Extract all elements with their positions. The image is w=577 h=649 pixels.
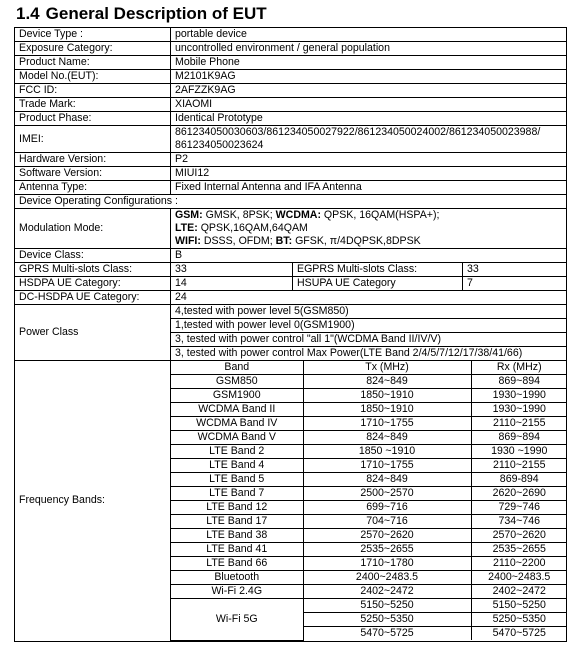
row-value: Fixed Internal Antenna and IFA Antenna	[171, 181, 567, 195]
table-row	[15, 98, 567, 112]
gsm-value: GMSK, 8PSK;	[202, 209, 273, 221]
section-number: 1.4	[16, 4, 40, 23]
row-label: DC-HSDPA UE Category:	[15, 291, 171, 305]
rx-range: 2110~2155	[471, 459, 567, 473]
frequency-row	[171, 459, 567, 473]
frequency-row	[171, 375, 567, 389]
tx-range: 5250~5350	[303, 613, 471, 627]
bt-key: BT:	[272, 235, 293, 247]
modulation-line-3	[175, 235, 562, 248]
table-row	[15, 112, 567, 126]
rx-range: 5150~5250	[471, 599, 567, 613]
band-name: LTE Band 2	[171, 445, 303, 459]
table-row	[15, 126, 567, 153]
row-value: 33	[171, 263, 293, 277]
wcdma-key: WCDMA:	[272, 209, 321, 221]
tx-range: 2570~2620	[303, 529, 471, 543]
tx-range: 2500~2570	[303, 487, 471, 501]
wifi-key: WIFI:	[175, 235, 201, 247]
rx-range: 869~894	[471, 375, 567, 389]
table-row	[15, 361, 567, 642]
rx-range: 5250~5350	[471, 613, 567, 627]
table-row	[15, 56, 567, 70]
row-label: Hardware Version:	[15, 153, 171, 167]
tx-range: 824~849	[303, 431, 471, 445]
frequency-bands-table	[171, 361, 567, 641]
frequency-row	[171, 515, 567, 529]
rx-range: 869~894	[471, 431, 567, 445]
row-value: 24	[171, 291, 567, 305]
frequency-row	[171, 431, 567, 445]
frequency-header-row	[171, 361, 567, 375]
frequency-row	[171, 389, 567, 403]
rx-header: Rx (MHz)	[471, 361, 567, 375]
table-row	[15, 291, 567, 305]
row-label: Device Type :	[15, 28, 171, 42]
rx-range: 2402~2472	[471, 585, 567, 599]
tx-range: 1710~1755	[303, 459, 471, 473]
power-class-line: 1,tested with power level 0(GSM1900)	[171, 319, 567, 333]
wcdma-value: QPSK, 16QAM(HSPA+);	[320, 209, 440, 221]
tx-range: 2400~2483.5	[303, 571, 471, 585]
tx-header: Tx (MHz)	[303, 361, 471, 375]
frequency-row	[171, 445, 567, 459]
row-value: 33	[463, 263, 567, 277]
band-name: LTE Band 38	[171, 529, 303, 543]
section-heading	[16, 4, 267, 24]
table-row	[15, 167, 567, 181]
row-value: uncontrolled environment / general population	[171, 42, 567, 56]
frequency-row	[171, 543, 567, 557]
rx-range: 2570~2620	[471, 529, 567, 543]
row-value: 2AFZZK9AG	[171, 84, 567, 98]
band-name: LTE Band 17	[171, 515, 303, 529]
table-row	[15, 28, 567, 42]
frequency-row	[171, 403, 567, 417]
row-label: HSUPA UE Category	[293, 277, 463, 291]
power-class-line: 3, tested with power control "all 1"(WCDMA Band II/IV/V)	[171, 333, 567, 347]
modulation-line-1	[175, 209, 562, 222]
row-value: B	[171, 249, 567, 263]
frequency-row	[171, 571, 567, 585]
row-value: Mobile Phone	[171, 56, 567, 70]
frequency-bands-body	[171, 361, 567, 640]
band-name: WCDMA Band V	[171, 431, 303, 445]
tx-range: 1850 ~1910	[303, 445, 471, 459]
section-title: General Description of EUT	[45, 4, 267, 23]
tx-range: 2402~2472	[303, 585, 471, 599]
tx-range: 824~849	[303, 375, 471, 389]
row-value: Identical Prototype	[171, 112, 567, 126]
imei-value: 861234050030603/861234050027922/861234050024002/861234050023988/ 861234050023624	[171, 126, 567, 153]
rx-range: 1930 ~1990	[471, 445, 567, 459]
row-value: portable device	[171, 28, 567, 42]
band-name: LTE Band 12	[171, 501, 303, 515]
row-label: Software Version:	[15, 167, 171, 181]
band-name: WCDMA Band IV	[171, 417, 303, 431]
operating-configurations-heading: Device Operating Configurations :	[15, 195, 567, 209]
row-label: Model No.(EUT):	[15, 70, 171, 84]
frequency-row	[171, 487, 567, 501]
row-value: 14	[171, 277, 293, 291]
frequency-row	[171, 417, 567, 431]
row-label: EGPRS Multi-slots Class:	[293, 263, 463, 277]
rx-range: 869-894	[471, 473, 567, 487]
table-row	[15, 277, 567, 291]
band-name: LTE Band 4	[171, 459, 303, 473]
band-name: LTE Band 7	[171, 487, 303, 501]
table-row	[15, 305, 567, 319]
frequency-row	[171, 529, 567, 543]
frequency-row	[171, 599, 567, 613]
row-label: FCC ID:	[15, 84, 171, 98]
tx-range: 2535~2655	[303, 543, 471, 557]
row-label: HSDPA UE Category:	[15, 277, 171, 291]
rx-range: 5470~5725	[471, 627, 567, 641]
row-label: Trade Mark:	[15, 98, 171, 112]
lte-value: QPSK,16QAM,64QAM	[197, 222, 308, 234]
row-label: GPRS Multi-slots Class:	[15, 263, 171, 277]
table-row	[15, 181, 567, 195]
rx-range: 734~746	[471, 515, 567, 529]
band-name: WCDMA Band II	[171, 403, 303, 417]
row-label: IMEI:	[15, 126, 171, 153]
tx-range: 5150~5250	[303, 599, 471, 613]
frequency-row	[171, 585, 567, 599]
table-row	[15, 42, 567, 56]
band-header: Band	[171, 361, 303, 375]
bt-value: GFSK, π/4DQPSK,8DPSK	[292, 235, 421, 247]
power-class-label: Power Class	[15, 305, 171, 361]
row-label: Product Phase:	[15, 112, 171, 126]
row-value: 7	[463, 277, 567, 291]
rx-range: 1930~1990	[471, 403, 567, 417]
modulation-line-2	[175, 222, 562, 235]
frequency-bands-cell	[171, 361, 567, 642]
table-row	[15, 84, 567, 98]
band-name: GSM1900	[171, 389, 303, 403]
row-label: Modulation Mode:	[15, 209, 171, 249]
frequency-row	[171, 557, 567, 571]
row-label: Product Name:	[15, 56, 171, 70]
row-label: Device Class:	[15, 249, 171, 263]
power-class-line: 3, tested with power control Max Power(LTE Band 2/4/5/7/12/17/38/41/66)	[171, 347, 567, 361]
band-name: Wi-Fi 2.4G	[171, 585, 303, 599]
band-name: LTE Band 5	[171, 473, 303, 487]
tx-range: 824~849	[303, 473, 471, 487]
tx-range: 1710~1780	[303, 557, 471, 571]
table-row	[15, 153, 567, 167]
rx-range: 729~746	[471, 501, 567, 515]
rx-range: 2620~2690	[471, 487, 567, 501]
rx-range: 2535~2655	[471, 543, 567, 557]
band-name: LTE Band 66	[171, 557, 303, 571]
tx-range: 699~716	[303, 501, 471, 515]
band-name: Wi-Fi 5G	[171, 599, 303, 641]
table-row	[15, 70, 567, 84]
band-name: Bluetooth	[171, 571, 303, 585]
tx-range: 1850~1910	[303, 389, 471, 403]
table-row	[15, 263, 567, 277]
row-value: P2	[171, 153, 567, 167]
wifi-value: DSSS, OFDM;	[200, 235, 273, 247]
band-name: LTE Band 41	[171, 543, 303, 557]
rx-range: 2110~2155	[471, 417, 567, 431]
row-value: M2101K9AG	[171, 70, 567, 84]
rx-range: 2400~2483.5	[471, 571, 567, 585]
band-name: GSM850	[171, 375, 303, 389]
row-value: XIAOMI	[171, 98, 567, 112]
lte-key: LTE:	[175, 222, 198, 234]
power-class-line: 4,tested with power level 5(GSM850)	[171, 305, 567, 319]
table-row	[15, 209, 567, 249]
table-row	[15, 249, 567, 263]
tx-range: 1850~1910	[303, 403, 471, 417]
rx-range: 2110~2200	[471, 557, 567, 571]
table-row	[15, 195, 567, 209]
frequency-row	[171, 473, 567, 487]
modulation-value	[171, 209, 567, 249]
tx-range: 5470~5725	[303, 627, 471, 641]
eut-description-table	[14, 27, 567, 642]
rx-range: 1930~1990	[471, 389, 567, 403]
tx-range: 1710~1755	[303, 417, 471, 431]
row-value: MIUI12	[171, 167, 567, 181]
frequency-bands-label: Frequency Bands:	[15, 361, 171, 642]
tx-range: 704~716	[303, 515, 471, 529]
frequency-row	[171, 501, 567, 515]
row-label: Exposure Category:	[15, 42, 171, 56]
gsm-key: GSM:	[175, 209, 203, 221]
row-label: Antenna Type:	[15, 181, 171, 195]
